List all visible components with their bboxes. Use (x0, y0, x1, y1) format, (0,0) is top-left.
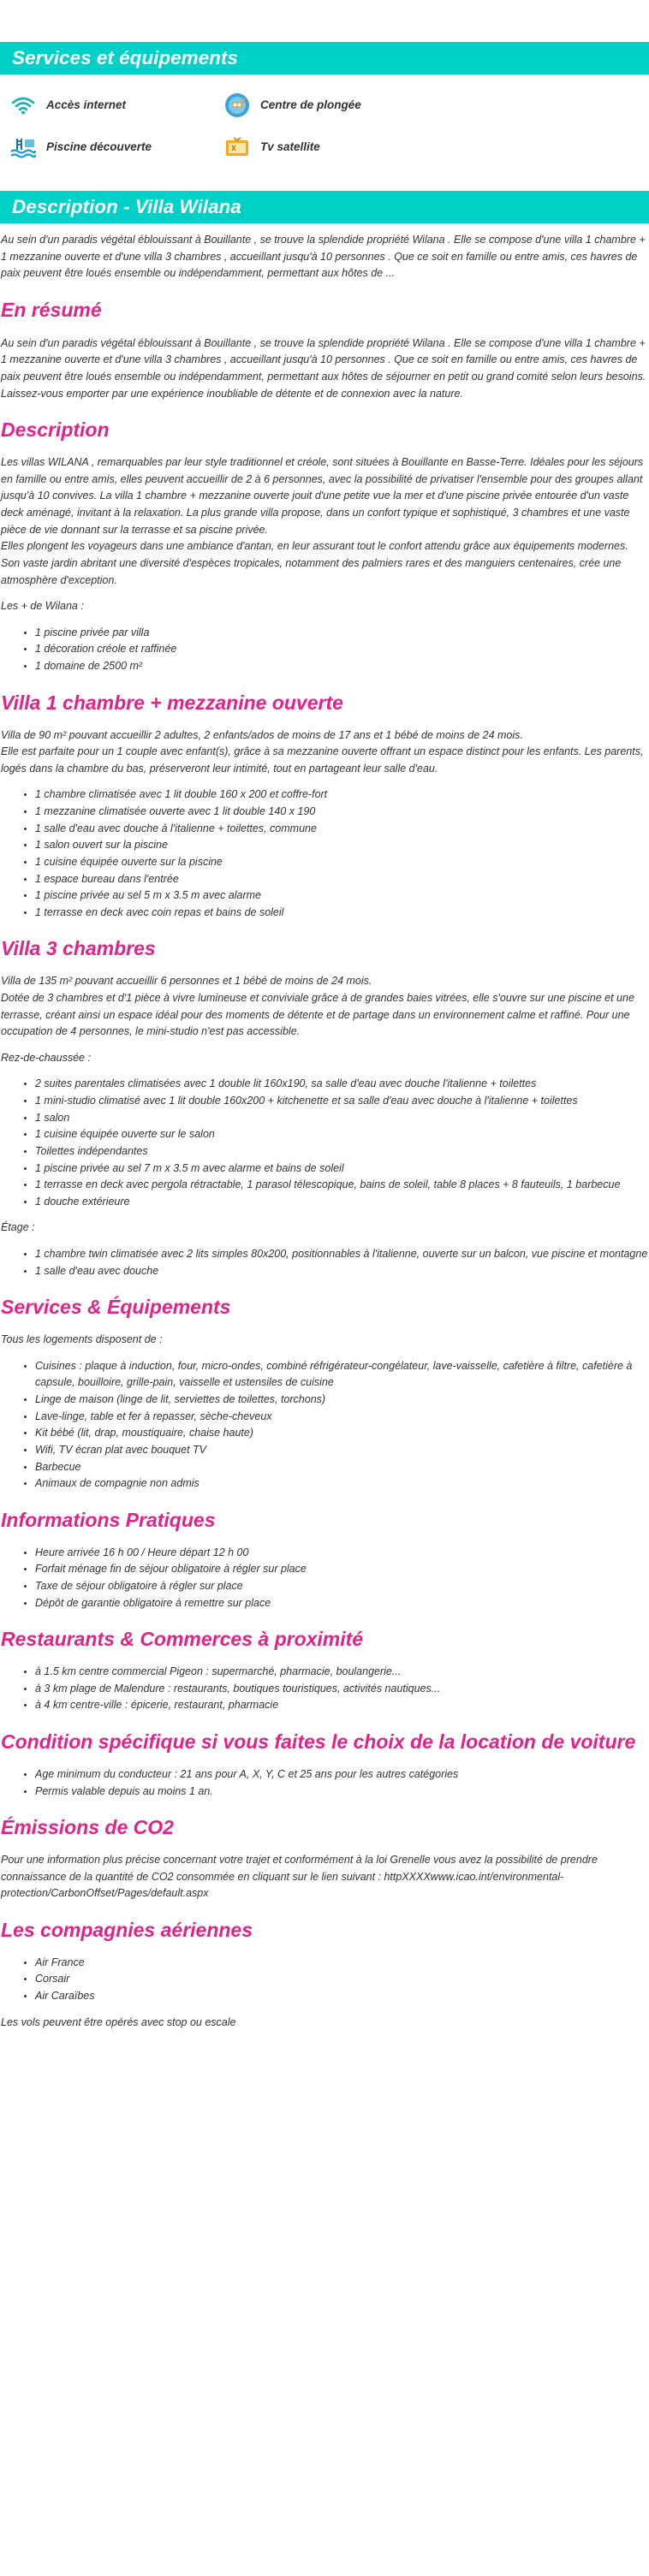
compagnies-note: Les vols peuvent être opérés avec stop ou escale (1, 2015, 236, 2028)
list-item: • 1 mini-studio climatisé avec 1 lit double 160x200 + kitchenette et sa salle d'eau avec douche à l'italienne + toilettes (35, 1093, 649, 1110)
list-item: • 1 cuisine équipée ouverte sur la piscine (35, 854, 649, 871)
pratiques-list (0, 1545, 649, 1612)
list-item: • 1 piscine privée par villa (35, 625, 649, 642)
list-item: • à 1.5 km centre commercial Pigeon : supermarché, pharmacie, boulangerie... (35, 1664, 649, 1681)
co2-text: Pour une information plus précise concernant votre trajet et conformément à la loi Grenelle vous avez la possibilité de prendre connaissance de la quantité de CO2 consommée en cliquant sur le lien suivant : httpXXXXwww.icao.int/environmental-protection/CarbonOffset/Pages/default.aspx (1, 1854, 598, 1900)
amenity-label: Tv satellite (260, 139, 320, 153)
description-heading: Description (1, 418, 110, 442)
list-item: • Forfait ménage fin de séjour obligatoire à régler sur place (35, 1561, 649, 1578)
list-item: • 1 espace bureau dans l'entrée (35, 871, 649, 888)
intro-text: Au sein d'un paradis végétal éblouissant à Bouillante , se trouve la splendide propriété Wilana . Elle se compose d'une villa 1 chambre + 1 mezzanine ouverte et d'une villa 3 chambres , accueillant jusqu'à 10 personnes . Que ce soit en famille ou entre amis, ces havres de paix peuvent être loués ensemble ou indépendamment, permettant aux hôtes de ... (1, 234, 646, 280)
list-item: • Animaux de compagnie non admis (35, 1475, 649, 1493)
rdc-list (0, 1076, 649, 1210)
list-item: • 1 salon (35, 1110, 649, 1127)
amenity-internet (10, 84, 224, 126)
list-item: • Barbecue (35, 1459, 649, 1476)
list-item: • à 4 km centre-ville : épicerie, restaurant, pharmacie (35, 1697, 649, 1714)
restaurants-list (0, 1664, 649, 1714)
villa3-heading: Villa 3 chambres (1, 937, 156, 960)
wifi-icon (10, 92, 36, 118)
description-paragraph: Elles plongent les voyageurs dans une ambiance d'antan, en leur assurant tout le confort attendu grâce aux équipements modernes. Son vaste jardin abritant une diversité d'espèces tropicales, notamment des palmiers rares et des manguiers centenaires, crée une atmosphère d'exception. (1, 540, 628, 586)
compagnies-list (0, 1955, 649, 2005)
compagnies-heading: Les compagnies aériennes (1, 1918, 253, 1941)
list-item: • 1 cuisine équipée ouverte sur le salon (35, 1126, 649, 1143)
list-item: • 1 salon ouvert sur la piscine (35, 837, 649, 854)
list-item: • Wifi, TV écran plat avec bouquet TV (35, 1442, 649, 1459)
list-item: • Toilettes indépendantes (35, 1143, 649, 1160)
villa1-paragraph: Villa de 90 m² pouvant accueillir 2 adultes, 2 enfants/ados de moins de 17 ans et 1 bébé de moins de 24 mois. (1, 728, 523, 741)
list-item: • Age minimum du conducteur : 21 ans pour A, X, Y, C et 25 ans pour les autres catégories (35, 1766, 649, 1784)
list-item: • 1 chambre climatisée avec 1 lit double 160 x 200 et coffre-fort (35, 786, 649, 804)
equipements-heading: Services & Équipements (1, 1296, 231, 1319)
villa1-paragraph: Elle est parfaite pour un 1 couple avec enfant(s), grâce à sa mezzanine ouverte offrant un espace distinct pour les enfants. Les parents, logés dans la chambre du bas, préserveront leur intimité, tout en partageant leur salle d'eau. (1, 745, 644, 775)
pool-icon (10, 134, 36, 160)
list-item: • 1 mezzanine climatisée ouverte avec 1 lit double 140 x 190 (35, 804, 649, 821)
list-item: • 1 chambre twin climatisée avec 2 lits simples 80x200, positionnables à l'italienne, ouverte sur un balcon, vue piscine et montagne (35, 1246, 649, 1263)
restaurants-heading: Restaurants & Commerces à proximité (1, 1628, 364, 1651)
list-item: • Cuisines : plaque à induction, four, micro-ondes, combiné réfrigérateur-congélateur, lave-vaisselle, cafetière à filtre, cafetière à capsule, bouilloire, grille-pain, vaisselle et ustensiles de cuisine (35, 1358, 649, 1392)
resume-heading: En résumé (1, 298, 102, 321)
services-header: Services et équipements (0, 42, 649, 74)
page (0, 42, 649, 2031)
villa1-list (0, 786, 649, 921)
list-item: • 1 terrasse en deck avec coin repas et bains de soleil (35, 905, 649, 922)
description-paragraph: Les villas WILANA , remarquables par leur style traditionnel et créole, sont situées à Bouillante en Basse-Terre. Idéales pour les séjours en famille ou entre amis, elles peuvent accueillir de 2 à 6 personnes, avec la possibilité de privatiser l'ensemble pour des groupes allant jusqu'à 10 convives. La villa 1 chambre + mezzanine ouverte jouit d'une petite vue la mer et d'une piscine privée entourée d'un vaste deck aménagé, invitant à la relaxation. La plus grande villa propose, dans un confort typique et sophistiqué, 3 chambres et une vaste pièce de vie donnant sur la terrasse et sa piscine privée. (1, 456, 644, 536)
amenity-label: Accès internet (46, 98, 127, 111)
list-item: • 1 terrasse en deck avec pergola rétractable, 1 parasol télescopique, bains de soleil, table 8 places + 8 fauteuils, 1 barbecue (35, 1177, 649, 1194)
plus-list (0, 625, 649, 675)
pratiques-heading: Informations Pratiques (1, 1508, 216, 1531)
amenity-label: Centre de plongée (260, 98, 361, 111)
list-item: • 1 piscine privée au sel 5 m x 3.5 m avec alarme (35, 887, 649, 905)
description-header: Description - Villa Wilana (0, 191, 649, 223)
list-item: • Linge de maison (linge de lit, serviettes de toilettes, torchons) (35, 1392, 649, 1409)
voiture-list (0, 1766, 649, 1800)
amenity-pool (10, 126, 224, 168)
list-item: • 1 douche extérieure (35, 1194, 649, 1211)
amenity-diving (224, 84, 438, 126)
list-item: • Dépôt de garantie obligatoire à remettre sur place (35, 1595, 649, 1612)
amenity-tv (224, 126, 438, 168)
amenity-label: Piscine découverte (46, 139, 152, 153)
list-item: • Permis valable depuis au moins 1 an. (35, 1784, 649, 1801)
equipements-list (0, 1358, 649, 1493)
amenities-list (0, 84, 649, 168)
list-item: • 1 piscine privée au sel 7 m x 3.5 m avec alarme et bains de soleil (35, 1160, 649, 1178)
list-item: • Lave-linge, table et fer à repasser, sèche-cheveux (35, 1409, 649, 1426)
plus-label: Les + de Wilana : (1, 600, 84, 613)
list-item: • à 3 km plage de Malendure : restaurants, boutiques touristiques, activités nautiques... (35, 1681, 649, 1698)
etage-list (0, 1246, 649, 1279)
villa1-heading: Villa 1 chambre + mezzanine ouverte (1, 691, 343, 714)
equipements-intro: Tous les logements disposent de : (1, 1333, 163, 1346)
list-item: • Kit bébé (lit, drap, moustiquaire, chaise haute) (35, 1425, 649, 1442)
list-item: • Corsair (35, 1971, 649, 1988)
list-item: • Air Caraïbes (35, 1988, 649, 2005)
villa3-paragraph: Villa de 135 m² pouvant accueillir 6 personnes et 1 bébé de moins de 24 mois. (1, 975, 372, 988)
list-item: • 1 salle d'eau avec douche (35, 1263, 649, 1280)
list-item: • 2 suites parentales climatisées avec 1 double lit 160x190, sa salle d'eau avec douche l'italienne + toilettes (35, 1076, 649, 1093)
resume-text: Au sein d'un paradis végétal éblouissant à Bouillante , se trouve la splendide propriété Wilana . Elle se compose d'une villa 1 chambre + 1 mezzanine ouverte et d'une villa 3 chambres , accueillant jusqu'à 10 personnes . Que ce soit en famille ou entre amis, ces havres de paix peuvent être loués ensemble ou indépendamment, permettant aux hôtes de séjourner en petit ou grand comité selon leurs besoins. Laissez-vous emporter par une expérience inoubliable de détente et de connexion avec la nature. (1, 336, 646, 400)
list-item: • 1 décoration créole et raffinée (35, 641, 649, 658)
co2-heading: Émissions de CO2 (1, 1816, 174, 1839)
diving-icon (224, 92, 250, 118)
list-item: • Air France (35, 1955, 649, 1972)
voiture-heading: Condition spécifique si vous faites le choix de la location de voiture (1, 1730, 636, 1753)
list-item: • 1 domaine de 2500 m² (35, 658, 649, 675)
list-item: • 1 salle d'eau avec douche à l'italienne + toilettes, commune (35, 821, 649, 838)
etage-label: Étage : (1, 1221, 35, 1234)
rdc-label: Rez-de-chaussée : (1, 1051, 91, 1064)
list-item: • Taxe de séjour obligatoire à régler sur place (35, 1578, 649, 1595)
list-item: • Heure arrivée 16 h 00 / Heure départ 12 h 00 (35, 1545, 649, 1562)
tv-icon (224, 134, 250, 160)
villa3-paragraph: Dotée de 3 chambres et d'1 pièce à vivre lumineuse et conviviale grâce à de grandes baies vitrées, elle s'ouvre sur une piscine et une terrasse, créant ainsi un espace idéal pour des moments de détente et de partage dans un environnement calme et raffiné. Pour une occupation de 4 personnes, le mini-studio n'est pas accessible. (1, 991, 634, 1038)
